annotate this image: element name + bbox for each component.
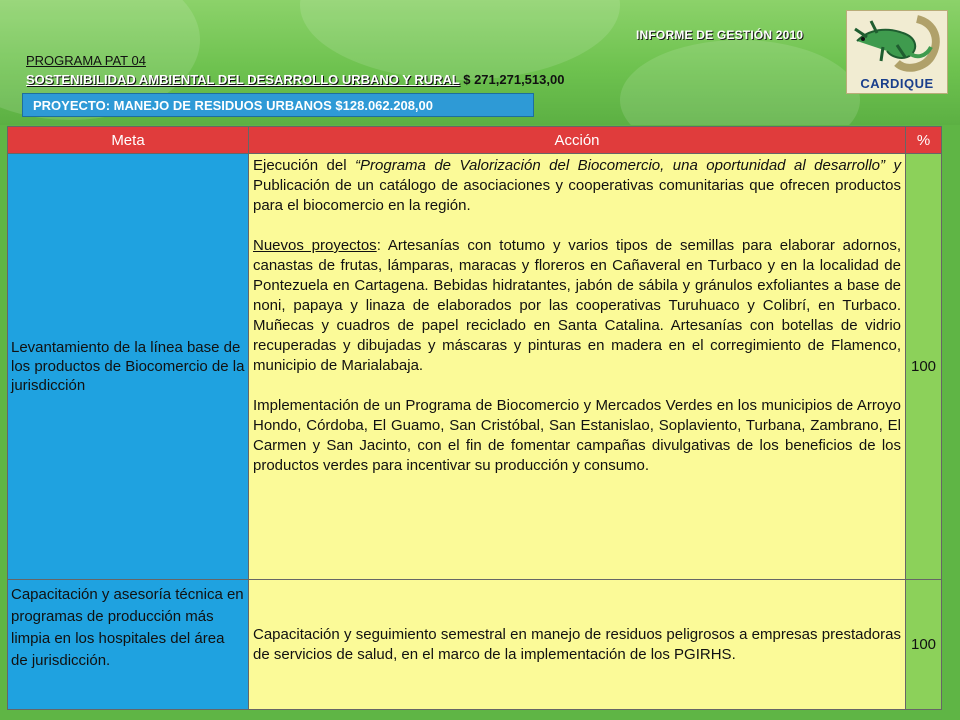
sostenibilidad-amount: $ 271,271,513,00 — [463, 72, 565, 87]
cardique-logo — [846, 10, 948, 94]
meta-cell: Capacitación y asesoría técnica en programas de producción más limpia en los hospitales del área de jurisdicción. — [8, 580, 249, 710]
sostenibilidad-line — [26, 72, 564, 87]
percent-cell: 100 — [906, 580, 942, 710]
table-row — [8, 154, 942, 580]
project-banner: PROYECTO: MANEJO DE RESIDUOS URBANOS $128.062.208,00 — [22, 93, 534, 117]
accion-paragraph — [253, 236, 901, 376]
accion-cell — [249, 154, 906, 580]
lizard-icon — [847, 11, 947, 77]
table-header-row — [8, 127, 942, 154]
accion-cell: Capacitación y seguimiento semestral en manejo de residuos peligrosos a empresas prestadoras de servicios de salud, en el marco de la implementación de los PGIRHS. — [249, 580, 906, 710]
accion-text: Publicación de un catálogo de asociaciones y cooperativas comunitarias que ofrecen productos para el biocomercio en la región. — [253, 177, 901, 214]
header-accion: Acción — [249, 127, 906, 154]
program-label: PROGRAMA PAT 04 — [26, 53, 146, 68]
accion-text: Ejecución del — [253, 157, 356, 174]
accion-text: : Artesanías con totumo y varios tipos de semillas para elaborar adornos, canastas de frutas, lámparas, maracas y floreros en Cañaveral en Turbaco y en la localidad de Pontezuela en Cartagena. Bebidas hidratantes, jabón de sábila y gránulos exfoliantes a base de noni, papaya y linaza de elaborados por las cooperativas Turuhuaco y Colibrí, en Turbaco. Muñecas y cuadros de papel reciclado en Santa Catalina. Artesanías con botellas de vidrio recuperadas y dibujadas y máscaras y pinturas en madera en el corregimiento de Flamenco, municipio de Marialabaja. — [253, 237, 901, 374]
percent-cell: 100 — [906, 154, 942, 580]
decorative-swirl — [300, 0, 620, 80]
accion-paragraph — [253, 156, 901, 216]
header-meta: Meta — [8, 127, 249, 154]
header-percent: % — [906, 127, 942, 154]
decorative-swirl — [620, 40, 860, 125]
spacer — [253, 376, 901, 396]
nuevos-proyectos-label: Nuevos proyectos — [253, 237, 377, 254]
logo-text: CARDIQUE — [860, 76, 934, 91]
table-row — [8, 580, 942, 710]
sostenibilidad-title: SOSTENIBILIDAD AMBIENTAL DEL DESARROLLO URBANO Y RURAL — [26, 72, 460, 87]
meta-cell: Levantamiento de la línea base de los productos de Biocomercio de la jurisdicción — [8, 154, 249, 580]
accion-paragraph: Implementación de un Programa de Biocomercio y Mercados Verdes en los municipios de Arroyo Hondo, Córdoba, El Guamo, San Cristóbal, San Estanislao, Soplaviento, Turbana, Zambrano, El Carmen y San Jacinto, con el fin de fomentar campañas divulgativas de los beneficios de los productos verdes para incentivar su producción y consumo. — [253, 397, 901, 474]
goals-table — [7, 126, 942, 710]
spacer — [253, 216, 901, 236]
report-title: INFORME DE GESTIÓN 2010 — [636, 28, 804, 42]
accion-italic-text: “Programa de Valorización del Biocomercio, una oportunidad al desarrollo” y — [355, 157, 901, 174]
